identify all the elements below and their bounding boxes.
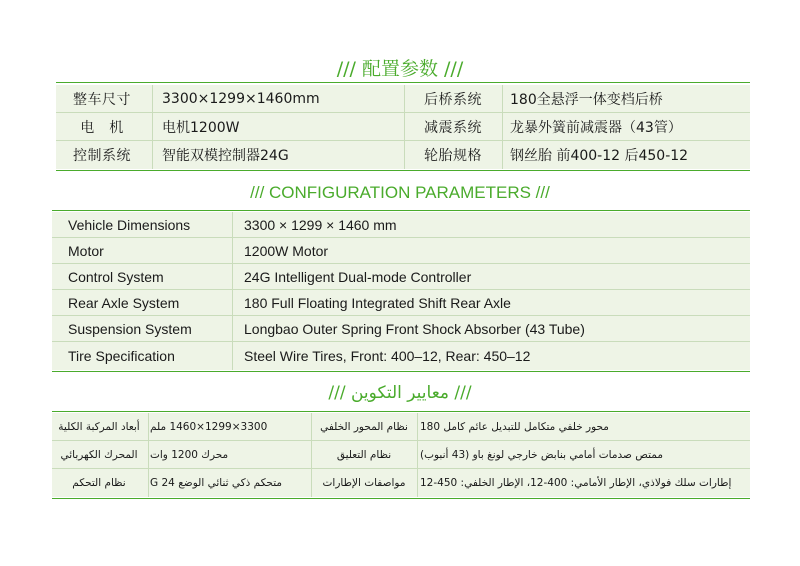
english-top-rule <box>52 210 750 211</box>
table-row <box>52 316 750 342</box>
spec-value: 1200W Motor <box>244 242 329 259</box>
spec-value: 3300×1299×1460mm <box>162 90 320 107</box>
table-row <box>52 441 750 469</box>
spec-label: 轮胎规格 <box>424 148 482 164</box>
column-divider <box>502 85 503 169</box>
spec-value: 180全悬浮一体变档后桥 <box>510 91 663 108</box>
spec-label: نظام التحكم <box>72 477 126 489</box>
spec-value: 智能双模控制器24G <box>162 148 289 164</box>
arabic-bottom-rule <box>52 498 750 499</box>
spec-label: مواصفات الإطارات <box>322 477 406 489</box>
column-divider <box>232 212 233 370</box>
spec-value: ممتص صدمات أمامي بنابض خارجي لونغ باو (43 أنبوب) <box>420 448 663 461</box>
spec-label: 后桥系统 <box>424 91 482 108</box>
spec-label: Rear Axle System <box>68 294 180 311</box>
spec-label: Tire Specification <box>68 348 175 364</box>
spec-value: 钢丝胎 前400-12 后450-12 <box>510 148 689 164</box>
table-row <box>52 238 750 264</box>
spec-label: المحرك الكهربائي <box>60 448 138 461</box>
english-bottom-rule <box>52 371 750 372</box>
table-row <box>52 469 750 497</box>
spec-label: Motor <box>68 242 104 259</box>
arabic-section-title: /// معايير التكوين /// <box>328 383 472 403</box>
spec-value: Longbao Outer Spring Front Shock Absorber (43 Tube) <box>244 320 585 337</box>
spec-label: نظام التعليق <box>336 448 392 461</box>
table-row <box>52 290 750 316</box>
spec-label: Vehicle Dimensions <box>68 216 191 233</box>
spec-value: 龙暴外簧前减震器（43管） <box>510 119 682 136</box>
spec-label: 整车尺寸 <box>73 91 131 108</box>
spec-value: 24G Intelligent Dual-mode Controller <box>244 268 472 285</box>
spec-label: 减震系统 <box>424 119 482 136</box>
english-spec-table <box>52 212 750 370</box>
spec-value: 3300 × 1299 × 1460 mm <box>244 216 397 233</box>
table-row <box>56 141 750 169</box>
spec-value: محرك 1200 وات <box>150 448 229 461</box>
spec-value: 3300×1299×1460 ملم <box>150 420 268 433</box>
spec-label: Control System <box>68 268 164 285</box>
spec-value: متحكم ذكي ثنائي الوضع 24 G <box>150 477 283 489</box>
spec-label: نظام المحور الخلفي <box>320 420 408 433</box>
spec-value: Steel Wire Tires, Front: 400–12, Rear: 450–12 <box>244 348 531 364</box>
english-section-title: /// CONFIGURATION PARAMETERS /// <box>250 183 550 202</box>
table-row <box>56 113 750 141</box>
chinese-section-title: /// 配置参数 /// <box>336 58 464 80</box>
column-divider <box>311 413 312 497</box>
column-divider <box>148 413 149 497</box>
spec-value: محور خلفي متكامل للتبديل عائم كامل 180 <box>420 420 609 433</box>
spec-label: Suspension System <box>68 320 192 337</box>
table-row <box>52 413 750 441</box>
spec-label: 控制系统 <box>73 148 131 164</box>
table-row <box>52 264 750 290</box>
spec-value: 电机1200W <box>162 119 240 136</box>
column-divider <box>152 85 153 169</box>
spec-value: إطارات سلك فولاذي، الإطار الأمامي: 400-12، الإطار الخلفي: 450-12 <box>420 477 732 489</box>
chinese-top-rule <box>56 82 750 83</box>
chinese-spec-table <box>56 85 750 169</box>
column-divider <box>417 413 418 497</box>
arabic-top-rule <box>52 411 750 412</box>
chinese-bottom-rule <box>56 170 750 171</box>
table-row <box>52 212 750 238</box>
table-row <box>56 85 750 113</box>
column-divider <box>404 85 405 169</box>
table-row <box>52 342 750 370</box>
spec-value: 180 Full Floating Integrated Shift Rear Axle <box>244 294 511 311</box>
spec-label: 电 机 <box>80 119 124 136</box>
spec-label: أبعاد المركبة الكلية <box>58 420 140 433</box>
arabic-spec-table <box>52 413 750 497</box>
